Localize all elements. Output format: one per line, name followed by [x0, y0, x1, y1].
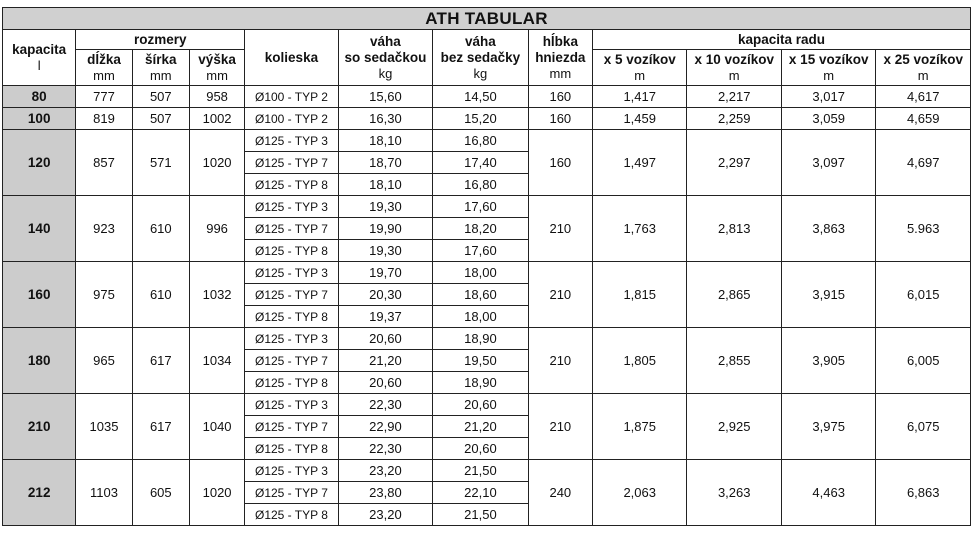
cell-vaha-bez-sedacky: 14,50 — [433, 86, 528, 108]
header-dlzka: dĺžka mm — [76, 50, 132, 86]
table-row — [3, 108, 971, 130]
cell-vaha-so-sedackou: 19,37 — [338, 306, 432, 328]
cell-x25: 6,075 — [876, 394, 971, 460]
header-x5: x 5 vozíkov m — [592, 50, 686, 86]
header-kapacita-radu: kapacita radu — [592, 30, 970, 50]
cell-x15: 4,463 — [781, 460, 875, 526]
cell-kapacita: 80 — [3, 86, 76, 108]
cell-x15: 3,863 — [781, 196, 875, 262]
cell-kolieska: Ø125 - TYP 7 — [245, 350, 338, 372]
cell-vaha-so-sedackou: 23,20 — [338, 460, 432, 482]
cell-x15: 3,097 — [781, 130, 875, 196]
table-row — [3, 262, 971, 284]
cell-vaha-so-sedackou: 22,90 — [338, 416, 432, 438]
cell-x5: 1,459 — [592, 108, 686, 130]
cell-x10: 2,813 — [687, 196, 781, 262]
cell-dlzka: 819 — [76, 108, 132, 130]
cell-vaha-so-sedackou: 19,70 — [338, 262, 432, 284]
cell-vaha-so-sedackou: 23,20 — [338, 504, 432, 526]
cell-vaha-bez-sedacky: 16,80 — [433, 174, 528, 196]
cell-vaha-bez-sedacky: 21,50 — [433, 460, 528, 482]
table-row — [3, 460, 971, 482]
header-vaha-bez-sedacky: váha bez sedačky kg — [433, 30, 528, 86]
cell-x25: 6,015 — [876, 262, 971, 328]
cell-x10: 2,865 — [687, 262, 781, 328]
cell-vaha-so-sedackou: 22,30 — [338, 438, 432, 460]
cell-vaha-bez-sedacky: 18,90 — [433, 328, 528, 350]
cell-kolieska: Ø125 - TYP 7 — [245, 152, 338, 174]
cell-vaha-so-sedackou: 19,90 — [338, 218, 432, 240]
cell-vaha-so-sedackou: 20,60 — [338, 328, 432, 350]
cell-x5: 1,815 — [592, 262, 686, 328]
cell-vaha-bez-sedacky: 19,50 — [433, 350, 528, 372]
cell-vaha-bez-sedacky: 21,50 — [433, 504, 528, 526]
cell-vaha-bez-sedacky: 20,60 — [433, 438, 528, 460]
cell-x10: 2,925 — [687, 394, 781, 460]
table-body — [3, 86, 971, 526]
cell-x10: 2,855 — [687, 328, 781, 394]
table-row — [3, 196, 971, 218]
cell-kolieska: Ø125 - TYP 8 — [245, 174, 338, 196]
cell-sirka: 507 — [132, 108, 189, 130]
cell-vaha-so-sedackou: 20,30 — [338, 284, 432, 306]
cell-kapacita: 212 — [3, 460, 76, 526]
cell-sirka: 507 — [132, 86, 189, 108]
cell-sirka: 617 — [132, 328, 189, 394]
cell-kapacita: 100 — [3, 108, 76, 130]
cell-kapacita: 210 — [3, 394, 76, 460]
header-kolieska: kolieska — [245, 30, 338, 86]
cell-dlzka: 777 — [76, 86, 132, 108]
header-x10: x 10 vozíkov m — [687, 50, 781, 86]
cell-x25: 4,659 — [876, 108, 971, 130]
cell-vaha-bez-sedacky: 22,10 — [433, 482, 528, 504]
cell-kolieska: Ø125 - TYP 8 — [245, 372, 338, 394]
cell-vaha-so-sedackou: 20,60 — [338, 372, 432, 394]
cell-kapacita: 160 — [3, 262, 76, 328]
cell-sirka: 605 — [132, 460, 189, 526]
cell-vaha-bez-sedacky: 15,20 — [433, 108, 528, 130]
cell-dlzka: 857 — [76, 130, 132, 196]
cell-vaha-bez-sedacky: 18,20 — [433, 218, 528, 240]
ath-tabular-spec-table — [2, 7, 971, 526]
cell-x15: 3,059 — [781, 108, 875, 130]
cell-x5: 1,805 — [592, 328, 686, 394]
cell-vaha-so-sedackou: 19,30 — [338, 196, 432, 218]
cell-vaha-bez-sedacky: 18,00 — [433, 306, 528, 328]
cell-kolieska: Ø125 - TYP 3 — [245, 460, 338, 482]
cell-x15: 3,975 — [781, 394, 875, 460]
table-row — [3, 130, 971, 152]
cell-vaha-bez-sedacky: 17,60 — [433, 196, 528, 218]
cell-vaha-bez-sedacky: 18,60 — [433, 284, 528, 306]
cell-x5: 1,763 — [592, 196, 686, 262]
header-vaha-so-sedackou: váha so sedačkou kg — [338, 30, 432, 86]
cell-x25: 6,005 — [876, 328, 971, 394]
cell-vyska: 1002 — [189, 108, 244, 130]
cell-sirka: 610 — [132, 262, 189, 328]
cell-dlzka: 1035 — [76, 394, 132, 460]
cell-kolieska: Ø125 - TYP 3 — [245, 328, 338, 350]
cell-hlbka-hniezda: 160 — [528, 130, 592, 196]
header-vyska: výška mm — [189, 50, 244, 86]
cell-x25: 6,863 — [876, 460, 971, 526]
cell-hlbka-hniezda: 240 — [528, 460, 592, 526]
cell-hlbka-hniezda: 210 — [528, 328, 592, 394]
table-row — [3, 328, 971, 350]
cell-vaha-so-sedackou: 18,70 — [338, 152, 432, 174]
cell-kapacita: 180 — [3, 328, 76, 394]
cell-x25: 5.963 — [876, 196, 971, 262]
cell-vaha-so-sedackou: 16,30 — [338, 108, 432, 130]
cell-vaha-so-sedackou: 23,80 — [338, 482, 432, 504]
cell-sirka: 617 — [132, 394, 189, 460]
cell-vaha-so-sedackou: 18,10 — [338, 174, 432, 196]
table-row — [3, 86, 971, 108]
cell-vaha-bez-sedacky: 16,80 — [433, 130, 528, 152]
cell-hlbka-hniezda: 210 — [528, 262, 592, 328]
cell-x5: 1,875 — [592, 394, 686, 460]
cell-kolieska: Ø125 - TYP 8 — [245, 504, 338, 526]
header-sirka: šírka mm — [132, 50, 189, 86]
cell-sirka: 610 — [132, 196, 189, 262]
cell-kolieska: Ø125 - TYP 7 — [245, 218, 338, 240]
cell-kapacita: 120 — [3, 130, 76, 196]
cell-x10: 2,297 — [687, 130, 781, 196]
cell-vyska: 1034 — [189, 328, 244, 394]
cell-vaha-so-sedackou: 19,30 — [338, 240, 432, 262]
cell-vaha-bez-sedacky: 17,60 — [433, 240, 528, 262]
cell-vaha-bez-sedacky: 20,60 — [433, 394, 528, 416]
header-x25: x 25 vozíkov m — [876, 50, 971, 86]
cell-x15: 3,915 — [781, 262, 875, 328]
cell-dlzka: 975 — [76, 262, 132, 328]
cell-hlbka-hniezda: 160 — [528, 86, 592, 108]
header-kapacita: kapacita l — [3, 30, 76, 86]
cell-vaha-bez-sedacky: 17,40 — [433, 152, 528, 174]
cell-vyska: 1020 — [189, 130, 244, 196]
cell-x5: 2,063 — [592, 460, 686, 526]
cell-kolieska: Ø100 - TYP 2 — [245, 86, 338, 108]
cell-x10: 2,259 — [687, 108, 781, 130]
cell-hlbka-hniezda: 210 — [528, 196, 592, 262]
cell-vaha-bez-sedacky: 18,00 — [433, 262, 528, 284]
cell-x10: 3,263 — [687, 460, 781, 526]
header-rozmery: rozmery — [76, 30, 245, 50]
cell-kapacita: 140 — [3, 196, 76, 262]
cell-x5: 1,417 — [592, 86, 686, 108]
cell-vaha-so-sedackou: 21,20 — [338, 350, 432, 372]
cell-dlzka: 923 — [76, 196, 132, 262]
cell-kolieska: Ø125 - TYP 3 — [245, 196, 338, 218]
cell-vyska: 1020 — [189, 460, 244, 526]
cell-kolieska: Ø100 - TYP 2 — [245, 108, 338, 130]
cell-vyska: 1032 — [189, 262, 244, 328]
cell-dlzka: 1103 — [76, 460, 132, 526]
cell-kolieska: Ø125 - TYP 8 — [245, 306, 338, 328]
cell-vaha-bez-sedacky: 18,90 — [433, 372, 528, 394]
cell-hlbka-hniezda: 160 — [528, 108, 592, 130]
cell-dlzka: 965 — [76, 328, 132, 394]
cell-vyska: 996 — [189, 196, 244, 262]
cell-kolieska: Ø125 - TYP 3 — [245, 262, 338, 284]
cell-vaha-so-sedackou: 15,60 — [338, 86, 432, 108]
cell-vyska: 1040 — [189, 394, 244, 460]
cell-hlbka-hniezda: 210 — [528, 394, 592, 460]
table-title: ATH TABULAR — [3, 8, 971, 30]
cell-vaha-so-sedackou: 18,10 — [338, 130, 432, 152]
cell-vaha-bez-sedacky: 21,20 — [433, 416, 528, 438]
header-hlbka-hniezda: hĺbka hniezda mm — [528, 30, 592, 86]
table-row — [3, 394, 971, 416]
cell-kolieska: Ø125 - TYP 3 — [245, 394, 338, 416]
cell-kolieska: Ø125 - TYP 8 — [245, 240, 338, 262]
cell-x10: 2,217 — [687, 86, 781, 108]
cell-kolieska: Ø125 - TYP 7 — [245, 482, 338, 504]
cell-x25: 4,617 — [876, 86, 971, 108]
cell-x5: 1,497 — [592, 130, 686, 196]
cell-kolieska: Ø125 - TYP 8 — [245, 438, 338, 460]
cell-kolieska: Ø125 - TYP 7 — [245, 284, 338, 306]
cell-kolieska: Ø125 - TYP 7 — [245, 416, 338, 438]
cell-vaha-so-sedackou: 22,30 — [338, 394, 432, 416]
cell-kolieska: Ø125 - TYP 3 — [245, 130, 338, 152]
cell-x15: 3,905 — [781, 328, 875, 394]
header-x15: x 15 vozíkov m — [781, 50, 875, 86]
spec-table-container — [2, 7, 971, 526]
cell-x25: 4,697 — [876, 130, 971, 196]
cell-vyska: 958 — [189, 86, 244, 108]
cell-sirka: 571 — [132, 130, 189, 196]
cell-x15: 3,017 — [781, 86, 875, 108]
